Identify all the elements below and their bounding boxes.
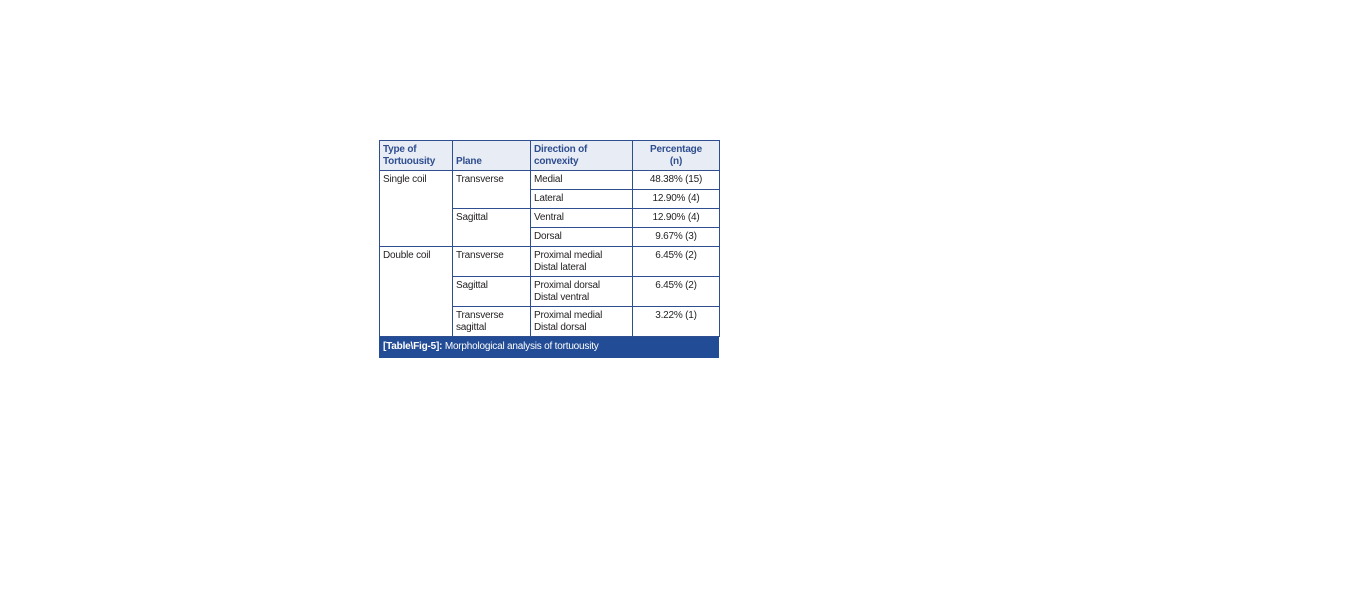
- table-figure: [379, 140, 719, 358]
- header-plane: [453, 141, 531, 171]
- cell-plane: Sagittal: [453, 209, 531, 247]
- cell-plane: Transverse: [453, 171, 531, 209]
- header-direction: [531, 141, 633, 171]
- header-type-line1: Type of: [383, 144, 417, 155]
- cell-direction: [531, 228, 633, 247]
- cell-direction: [531, 190, 633, 209]
- cell-percentage: 9.67% (3): [633, 228, 720, 247]
- header-direction-line1: Direction of: [534, 144, 588, 155]
- header-percentage: [633, 141, 720, 171]
- direction-line: Proximal dorsal: [534, 280, 600, 291]
- table-row: [380, 171, 720, 190]
- direction-line: Distal ventral: [534, 292, 589, 303]
- header-percentage-line2: (n): [669, 156, 683, 167]
- direction-line: Distal dorsal: [534, 322, 587, 333]
- cell-percentage: 6.45% (2): [633, 277, 720, 307]
- cell-plane: Transverse: [453, 247, 531, 277]
- direction-line: Proximal medial: [534, 310, 603, 321]
- caption-text: Morphological analysis of tortuousity: [442, 341, 599, 352]
- direction-line: Ventral: [534, 212, 564, 223]
- cell-direction: [531, 209, 633, 228]
- cell-percentage: 6.45% (2): [633, 247, 720, 277]
- table-row: [380, 247, 720, 277]
- header-type-line2: Tortuousity: [383, 156, 436, 167]
- header-direction-line2: convexity: [534, 156, 579, 167]
- cell-direction: [531, 277, 633, 307]
- plane-line: Transverse: [456, 310, 504, 321]
- header-percentage-line1: Percentage: [650, 144, 702, 155]
- caption-label: [Table\Fig-5]:: [383, 341, 443, 352]
- plane-line: sagittal: [456, 322, 487, 333]
- direction-line: Lateral: [534, 193, 564, 204]
- cell-type: Single coil: [380, 171, 453, 247]
- cell-type: Double coil: [380, 247, 453, 337]
- cell-percentage: 12.90% (4): [633, 190, 720, 209]
- direction-line: Proximal medial: [534, 250, 603, 261]
- table-header-row: [380, 141, 720, 171]
- direction-line: Distal lateral: [534, 262, 587, 273]
- cell-direction: [531, 171, 633, 190]
- direction-line: Dorsal: [534, 231, 562, 242]
- cell-plane: Sagittal: [453, 277, 531, 307]
- header-type: [380, 141, 453, 171]
- tortuousity-table: [379, 140, 720, 337]
- cell-direction: [531, 247, 633, 277]
- cell-percentage: 12.90% (4): [633, 209, 720, 228]
- cell-plane: [453, 307, 531, 337]
- cell-percentage: 48.38% (15): [633, 171, 720, 190]
- cell-direction: [531, 307, 633, 337]
- cell-percentage: 3.22% (1): [633, 307, 720, 337]
- direction-line: Medial: [534, 174, 563, 185]
- header-plane-label: Plane: [456, 156, 482, 167]
- table-caption: [379, 337, 719, 358]
